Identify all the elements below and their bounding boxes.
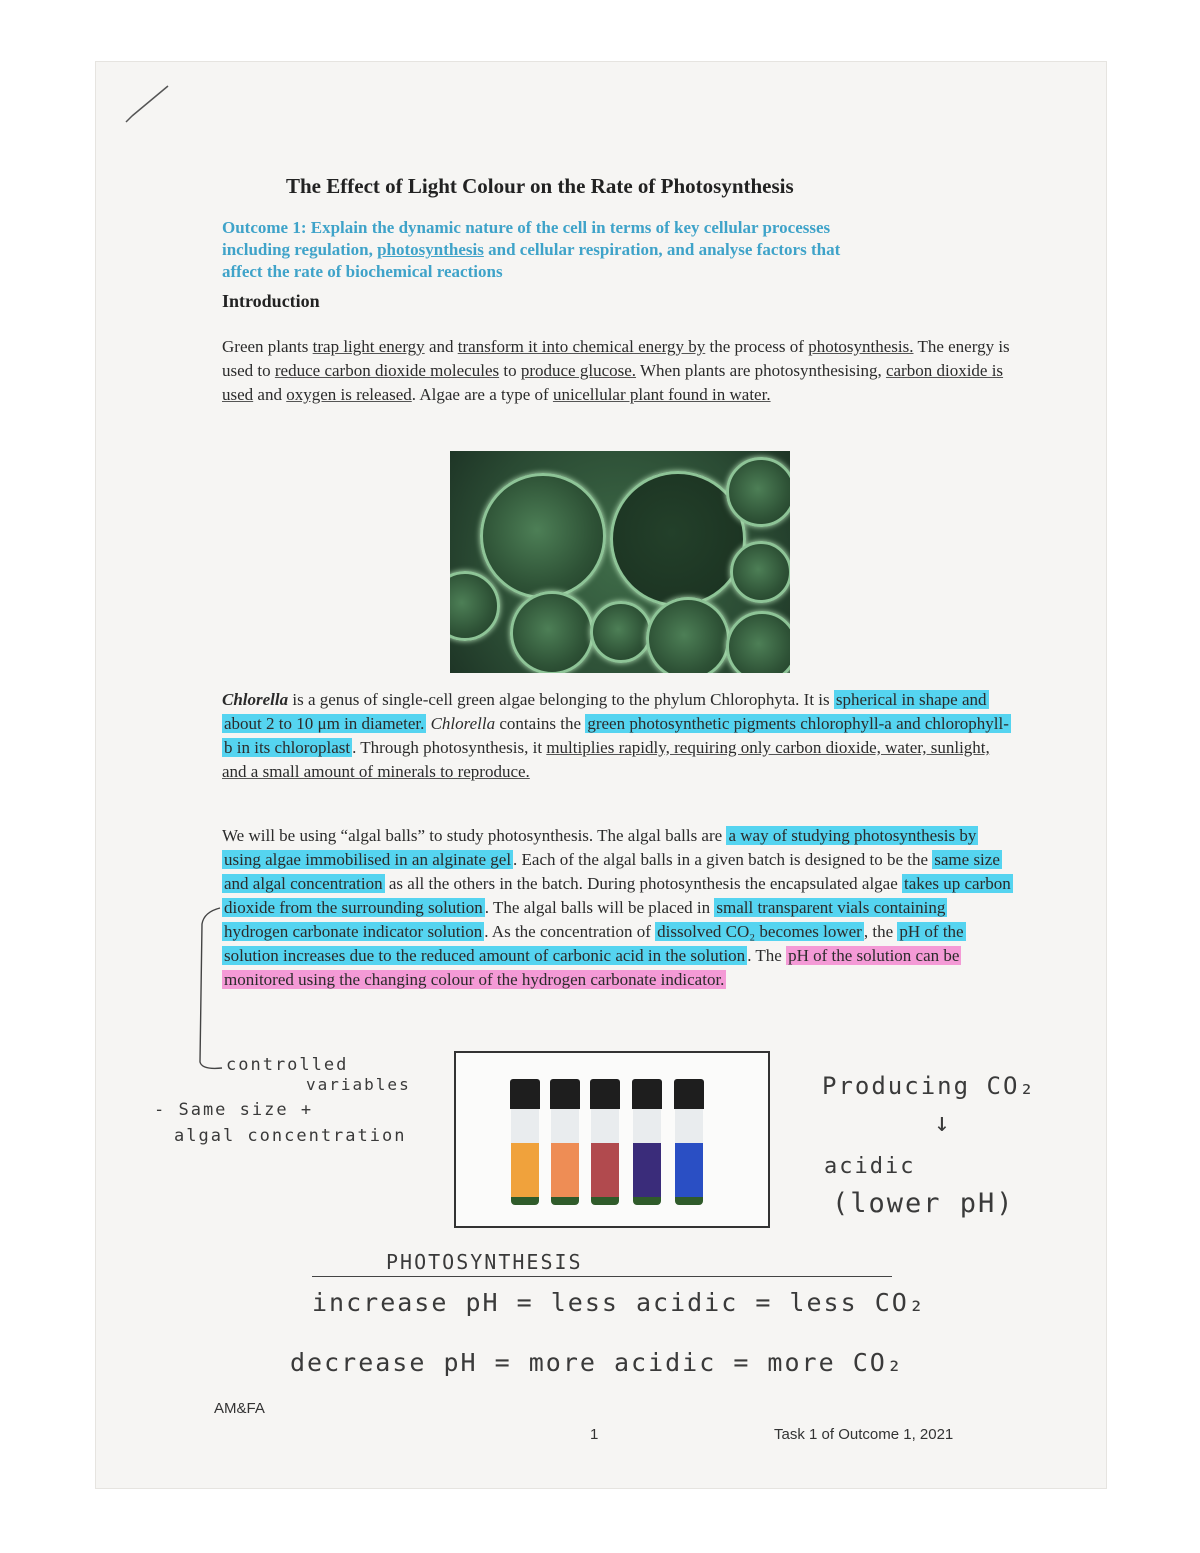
text-span: contains the: [495, 714, 586, 733]
outcome-line-3: affect the rate of biochemical reactions: [222, 262, 503, 281]
text-span: and: [253, 385, 287, 404]
vials-photo: [454, 1051, 770, 1228]
algae-cell: [450, 571, 500, 641]
text-span: photosynthesis.: [808, 337, 914, 356]
text-span: We will be using “algal balls” to study photosynthesis. The algal balls are: [222, 826, 727, 845]
text-span: carbon dioxide is used: [222, 361, 1004, 404]
text-span: to: [499, 361, 521, 380]
pen-tick-mark: [122, 82, 172, 126]
chlorella-micrograph: [450, 451, 790, 673]
text-span: is a genus of single-cell green algae belonging to the phylum Chlorophyta. It is: [288, 690, 834, 709]
text-span: reduce carbon dioxide molecules: [274, 361, 500, 380]
note-producing-co2: Producing CO₂: [822, 1072, 1036, 1100]
introduction-heading: Introduction: [222, 291, 320, 311]
algae-cell: [590, 601, 652, 663]
text-span: a way of studying photosynthesis by using algae immobilised in an alginate gel: [224, 826, 977, 869]
vial: [674, 1079, 704, 1205]
algae-cell: [510, 591, 594, 673]
outcome-text: including regulation,: [222, 240, 378, 259]
footer-author: AM&FA: [214, 1400, 265, 1417]
text-span: . Algae are a type of: [411, 385, 553, 404]
note-decrease-ph-line: decrease pH = more acidic = more CO₂: [290, 1348, 904, 1377]
outcome-statement: [222, 217, 992, 283]
text-span: oxygen is released: [286, 385, 412, 404]
algal-balls-paragraph: [222, 824, 1012, 992]
note-variables: variables: [306, 1075, 411, 1094]
note-arrow-down: ↓: [934, 1108, 952, 1138]
text-span: pH of the solution increases due to the reduced amount of carbonic acid in the solution: [224, 922, 964, 965]
text-span: unicellular plant found in water.: [552, 385, 771, 404]
vial: [590, 1079, 620, 1205]
text-span: takes up carbon dioxide from the surrounding solution: [224, 874, 1011, 917]
note-increase-ph-line: increase pH = less acidic = less CO₂: [312, 1288, 926, 1317]
footer-page-number: 1: [590, 1426, 599, 1443]
note-algal-concentration: algal concentration: [174, 1126, 407, 1146]
outcome-line-1: Outcome 1: Explain the dynamic nature of the cell in terms of key cellular processes: [222, 218, 831, 237]
algae-cell: [726, 457, 790, 527]
pen-bracket-line: [192, 904, 232, 1074]
text-span: same size and algal concentration: [224, 850, 1000, 893]
intro-paragraph: [222, 335, 1012, 407]
algae-cell: [646, 597, 730, 673]
text-span: trap light energy: [312, 337, 425, 356]
text-span: Chlorella: [222, 690, 289, 709]
footer-task-label: Task 1 of Outcome 1, 2021: [774, 1426, 954, 1443]
algae-cell: [730, 541, 790, 603]
text-span: , the: [863, 922, 898, 941]
text-span: and: [424, 337, 458, 356]
text-span: as all the others in the batch. During photosynthesis the encapsulated algae: [384, 874, 903, 893]
text-span: transform it into chemical energy by: [457, 337, 706, 356]
text-span: spherical in shape and about 2 to 10 μm in diameter.: [224, 690, 987, 733]
outcome-text: and cellular respiration, and analyse factors that: [483, 240, 841, 259]
text-span: small transparent vials containing hydrogen carbonate indicator solution: [224, 898, 946, 941]
text-span: Green plants: [222, 337, 313, 356]
scanned-page: [96, 62, 1106, 1488]
note-controlled: controlled: [226, 1055, 349, 1075]
text-span: . The: [747, 946, 787, 965]
text-span: When plants are photosynthesising,: [636, 361, 886, 380]
text-span: Chlorella: [430, 714, 496, 733]
vial: [510, 1079, 540, 1205]
text-span: green photosynthetic pigments chlorophyll-a and chlorophyll-b in its chloroplast: [224, 714, 1009, 757]
text-span: the process of: [705, 337, 809, 356]
algae-cell: [726, 611, 790, 673]
chlorella-paragraph: [222, 688, 1012, 784]
text-span: dissolved CO₂ becomes lower: [657, 922, 862, 941]
note-photosynthesis-heading: PHOTOSYNTHESIS: [386, 1250, 583, 1274]
text-span: . Through photosynthesis, it: [352, 738, 547, 757]
vial: [550, 1079, 580, 1205]
note-same-size: - Same size +: [154, 1100, 314, 1120]
text-span: The energy is used to: [222, 337, 1010, 380]
algae-cell: [480, 473, 606, 599]
text-span: . As the concentration of: [484, 922, 656, 941]
vial: [632, 1079, 662, 1205]
text-span: produce glucose.: [520, 361, 637, 380]
text-span: . Each of the algal balls in a given batch is designed to be the: [513, 850, 933, 869]
text-span: multiplies rapidly, requiring only carbon dioxide, water, sunlight, and a small amount of minerals to reproduce.: [222, 738, 990, 781]
note-acidic: acidic: [824, 1154, 916, 1179]
note-lower-ph: (lower pH): [832, 1188, 1015, 1219]
text-span: . The algal balls will be placed in: [484, 898, 715, 917]
document-title: The Effect of Light Colour on the Rate of Photosynthesis: [286, 174, 794, 198]
outcome-line-2: [222, 239, 992, 261]
note-heading-rule: [312, 1276, 892, 1277]
text-span: pH of the solution can be monitored using the changing colour of the hydrogen carbonate indicator.: [224, 946, 960, 989]
outcome-underlined-term: photosynthesis: [377, 240, 484, 259]
